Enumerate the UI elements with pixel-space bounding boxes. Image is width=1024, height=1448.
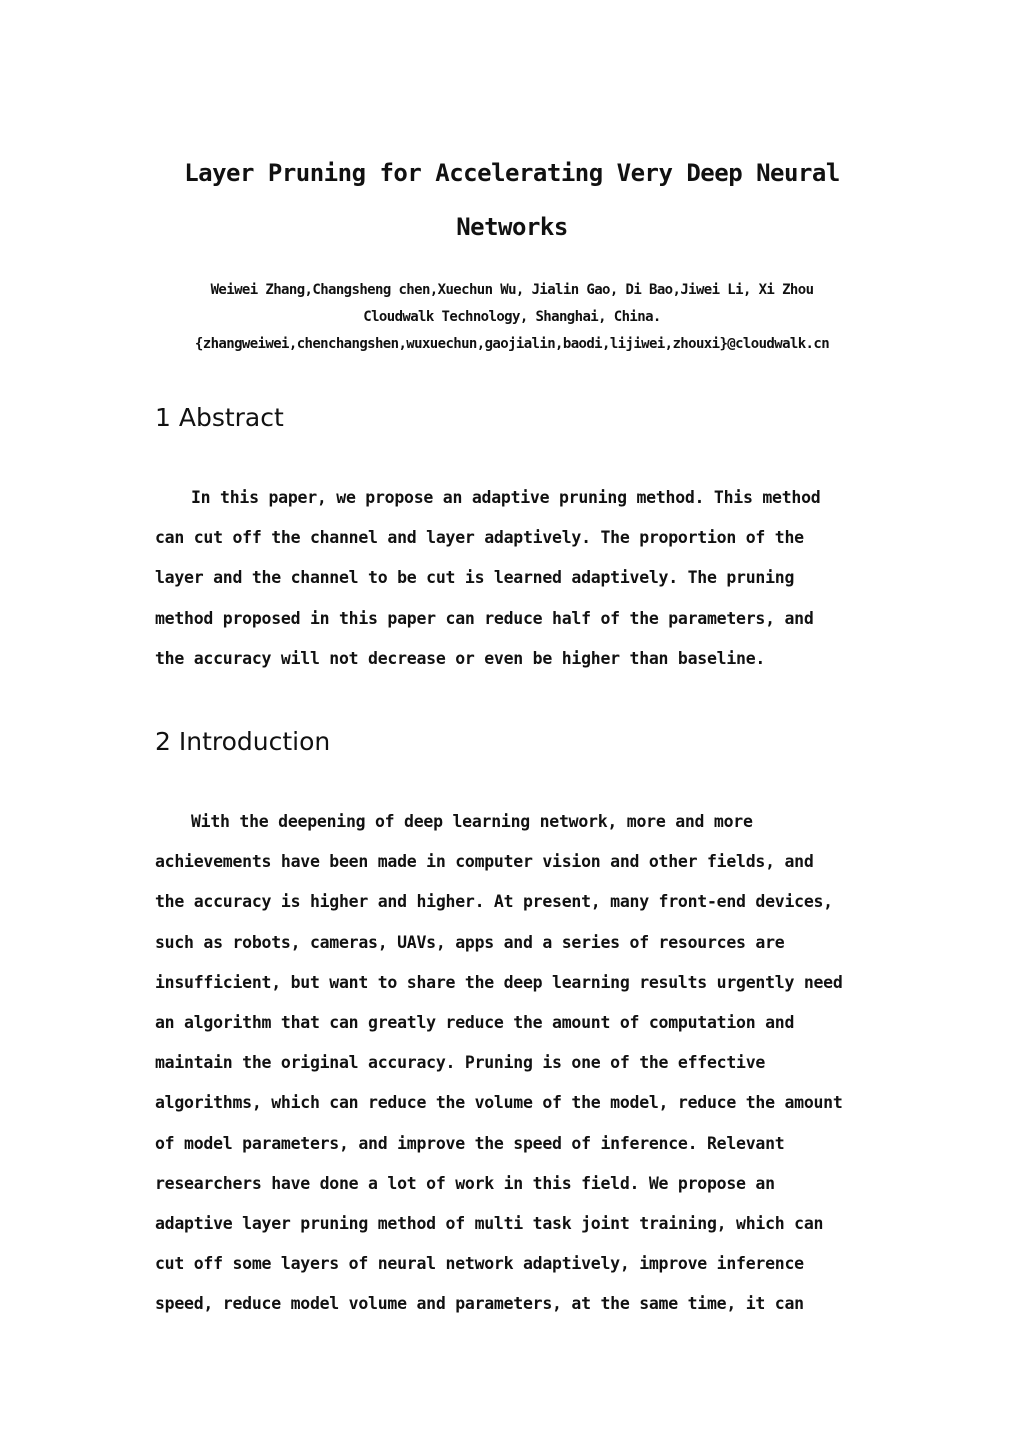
author-list: Weiwei Zhang,Changsheng chen,Xuechun Wu, Jialin Gao, Di Bao,Jiwei Li, Xi Zhou xyxy=(210,282,814,298)
text-line: cut off some layers of neural network adaptively, improve inference xyxy=(155,1254,804,1274)
introduction-paragraph xyxy=(155,812,875,1334)
text-line: the accuracy is higher and higher. At present, many front-end devices, xyxy=(155,892,833,912)
text-line: With the deepening of deep learning network, more and more xyxy=(191,812,753,831)
author-emails: {zhangweiwei,chenchangshen,wuxuechun,gaojialin,baodi,lijiwei,zhouxi}@cloudwalk.cn xyxy=(194,336,830,352)
text-line: such as robots, cameras, UAVs, apps and a series of resources are xyxy=(155,932,785,952)
text-line: adaptive layer pruning method of multi task joint training, which can xyxy=(155,1213,824,1233)
text-line: insufficient, but want to share the deep learning results urgently need xyxy=(155,972,843,992)
text-line: the accuracy will not decrease or even be higher than baseline. xyxy=(155,648,766,668)
text-line: maintain the original accuracy. Pruning is one of the effective xyxy=(155,1053,766,1073)
text-line: an algorithm that can greatly reduce the amount of computation and xyxy=(155,1012,795,1032)
text-line: achievements have been made in computer vision and other fields, and xyxy=(155,852,814,872)
affiliation: Cloudwalk Technology, Shanghai, China. xyxy=(363,309,661,325)
section-heading-abstract: 1 Abstract xyxy=(155,403,284,432)
text-line: speed, reduce model volume and parameters, at the same time, it can xyxy=(155,1294,804,1314)
text-line: In this paper, we propose an adaptive pruning method. This method xyxy=(191,488,821,507)
text-line: layer and the channel to be cut is learned adaptively. The pruning xyxy=(155,568,795,588)
text-line: of model parameters, and improve the speed of inference. Relevant xyxy=(155,1133,785,1153)
section-heading-introduction: 2 Introduction xyxy=(155,727,331,756)
paper-title-line-2: Networks xyxy=(456,213,568,241)
text-line: can cut off the channel and layer adaptively. The proportion of the xyxy=(155,528,804,548)
abstract-paragraph xyxy=(155,488,875,689)
text-line: algorithms, which can reduce the volume of the model, reduce the amount xyxy=(155,1093,843,1113)
paper-title-line-1: Layer Pruning for Accelerating Very Deep Neural xyxy=(184,159,840,187)
text-line: researchers have done a lot of work in this field. We propose an xyxy=(155,1173,775,1193)
text-line: method proposed in this paper can reduce half of the parameters, and xyxy=(155,608,814,628)
